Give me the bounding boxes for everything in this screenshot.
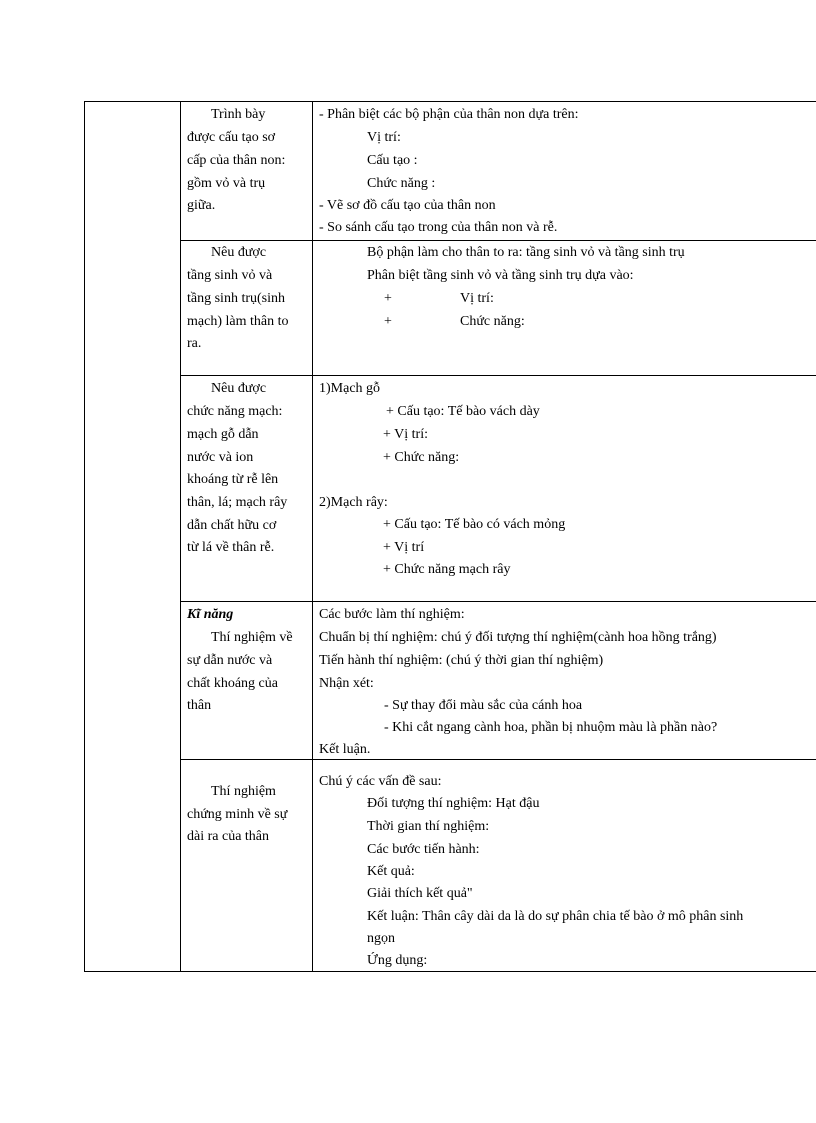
content-line: - Phân biệt các bộ phận của thân non dựa trên:: [319, 107, 579, 122]
content-line: Vị trí:: [367, 130, 401, 145]
criteria-line: cấp của thân non:: [187, 153, 286, 168]
criteria-line: chất khoáng của: [187, 676, 278, 691]
criteria-line: thân: [187, 698, 212, 713]
content-line: Chuẩn bị thí nghiệm: chú ý đối tượng thí nghiệm(cành hoa hồng trắng): [319, 630, 717, 645]
row-divider: [180, 601, 816, 602]
column-divider: [180, 101, 181, 972]
criteria-line: Thí nghiệm: [211, 784, 276, 799]
content-line: - Sự thay đổi màu sắc của cánh hoa: [384, 698, 583, 713]
criteria-line: gồm vỏ và trụ: [187, 176, 266, 191]
bullet-mark: +: [384, 314, 392, 329]
column-divider: [312, 101, 313, 972]
criteria-line: từ lá về thân rễ.: [187, 540, 275, 555]
content-line: Kết quả:: [367, 864, 415, 879]
criteria-line: ra.: [187, 336, 202, 351]
content-line: Kết luận: Thân cây dài da là do sự phân chia tế bào ở mô phân sinh: [367, 909, 744, 924]
content-line: + Vị trí: [383, 540, 425, 555]
content-line: + Cấu tạo: Tế bào vách dày: [386, 404, 540, 419]
criteria-line: khoáng từ rễ lên: [187, 472, 279, 487]
content-line: 1)Mạch gỗ: [319, 381, 381, 396]
criteria-line: dẫn chất hữu cơ: [187, 518, 277, 533]
criteria-line: dài ra của thân: [187, 829, 270, 844]
criteria-line: mạch) làm thân to: [187, 314, 289, 329]
bullet-mark: +: [384, 291, 392, 306]
content-line: Phân biệt tầng sinh vỏ và tầng sinh trụ dựa vào:: [367, 268, 634, 283]
criteria-line: Nêu được: [211, 245, 267, 260]
content-line: Tiến hành thí nghiệm: (chú ý thời gian thí nghiệm): [319, 653, 604, 668]
content-line: - So sánh cấu tạo trong của thân non và rễ.: [319, 220, 558, 235]
content-line: Các bước tiến hành:: [367, 842, 480, 857]
bullet-label: Vị trí:: [460, 291, 494, 306]
content-line: 2)Mạch rây:: [319, 495, 388, 510]
criteria-line: giữa.: [187, 198, 216, 213]
content-line: - Vẽ sơ đồ cấu tạo của thân non: [319, 198, 496, 213]
criteria-line: chứng minh về sự: [187, 807, 288, 822]
content-line: - Khi cắt ngang cành hoa, phần bị nhuộm màu là phần nào?: [384, 720, 718, 735]
content-line: + Chức năng:: [383, 450, 460, 465]
table-top-border: [84, 101, 816, 102]
content-line: + Vị trí:: [383, 427, 428, 442]
content-line: Các bước làm thí nghiệm:: [319, 607, 465, 622]
bullet-label: Chức năng:: [460, 314, 525, 329]
content-line: Bộ phận làm cho thân to ra: tầng sinh vỏ và tầng sinh trụ: [367, 245, 685, 260]
criteria-line: sự dẫn nước và: [187, 653, 273, 668]
criteria-line: tầng sinh vỏ và: [187, 268, 273, 283]
criteria-line: thân, lá; mạch rây: [187, 495, 288, 510]
criteria-line: được cấu tạo sơ: [187, 130, 276, 145]
criteria-line: nước và ion: [187, 450, 254, 465]
content-line: Đối tượng thí nghiệm: Hạt đậu: [367, 796, 540, 811]
content-line: ngọn: [367, 931, 395, 946]
criteria-line: Thí nghiệm về: [211, 630, 293, 645]
content-line: Giải thích kết quả": [367, 886, 473, 901]
content-line: Chức năng :: [367, 176, 436, 191]
row-divider: [180, 375, 816, 376]
content-line: + Chức năng mạch rây: [383, 562, 511, 577]
criteria-line: chức năng mạch:: [187, 404, 283, 419]
criteria-line: mạch gỗ dẫn: [187, 427, 259, 442]
content-line: Thời gian thí nghiệm:: [367, 819, 490, 834]
criteria-line: Trình bày: [211, 107, 266, 122]
row-divider: [180, 759, 816, 760]
table-bottom-border: [84, 971, 816, 972]
content-line: Nhận xét:: [319, 676, 374, 691]
criteria-line: tầng sinh trụ(sinh: [187, 291, 285, 306]
row-divider: [180, 240, 816, 241]
content-line: Cấu tạo :: [367, 153, 418, 168]
content-line: Chú ý các vấn đề sau:: [319, 774, 442, 789]
content-line: Kết luận.: [319, 742, 371, 757]
criteria-line: Nêu được: [211, 381, 267, 396]
content-line: Ứng dụng:: [367, 953, 428, 968]
table-left-border: [84, 101, 85, 972]
section-heading: Kĩ năng: [187, 607, 234, 622]
content-line: + Cấu tạo: Tế bào có vách mỏng: [383, 517, 566, 532]
